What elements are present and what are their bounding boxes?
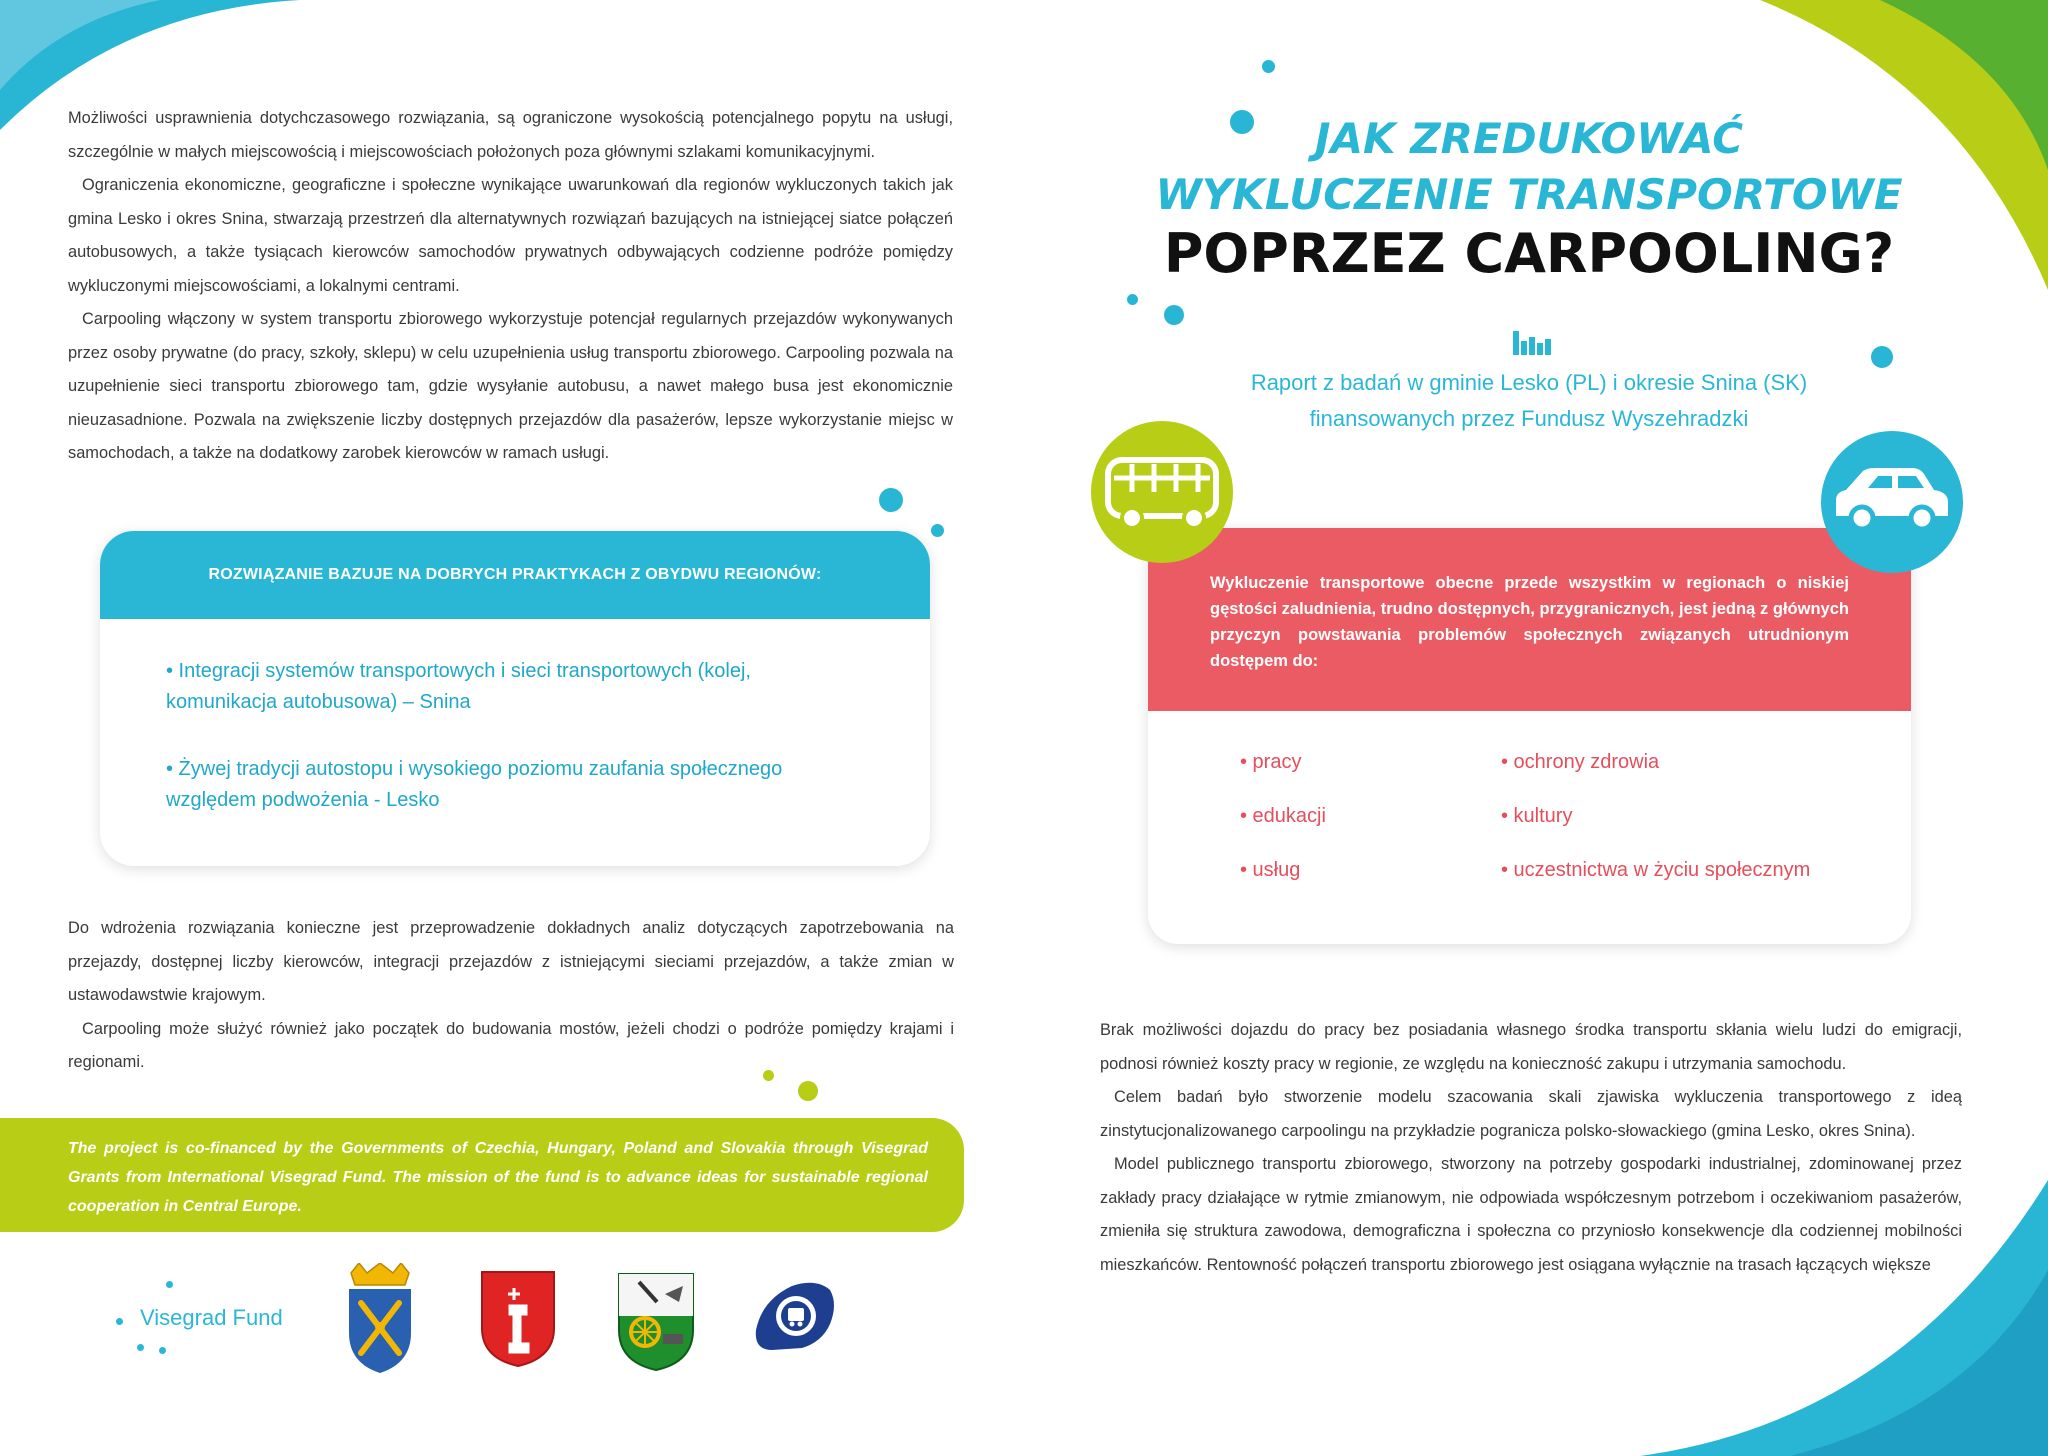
car-icon: [1820, 430, 1964, 574]
intro-paragraph: Możliwości usprawnienia dotychczasowego rozwiązania, są ograniczone wysokością potencjalnego popytu na usługi, szczególnie w małych miejscowością i miejscowościach położonych poza głównymi szlakami komunikacyjnymi.: [68, 109, 953, 161]
bus-region-logo: [752, 1280, 836, 1352]
solution-item: • Integracji systemów transportowych i sieci transportowych (kolej, komunikacja autobusowa) – Snina: [166, 660, 751, 713]
exclusion-item: • ochrony zdrowia: [1501, 751, 1660, 773]
subtitle-line-2: finansowanych przez Fundusz Wyszehradzki: [1309, 406, 1749, 431]
decor-dot: [1262, 60, 1275, 73]
body-paragraph: Celem badań było stworzenie modelu szacowania skali zjawiska wykluczenia transportowego z ideą zinstytucjonalizowanego carpoolingu na przykładzie pogranicza polsko-słowackiego (gmina Lesko, okres Snina).: [1100, 1088, 1962, 1140]
coat-of-arms-green: [617, 1272, 695, 1372]
logo-dot: [166, 1281, 173, 1288]
body-paragraph: Model publicznego transportu zbiorowego, stworzony na potrzeby gospodarki industrialnej, zdominowanej przez zakłady pracy działające w rytmie zmianowym, nie odpowiada współczesnym potrzebom i oczekiwaniom pasażerów, zmieniła się struktura zawodowa, demograficzna i społeczna co przyniosło konsekwencje dla codziennej mobilności mieszkańców. Rentowność połączeń transportu zbiorowego jest osiągana wyłącznie na trasach łączących większe: [1100, 1155, 1962, 1274]
decor-dot: [879, 488, 903, 512]
intro-text: [68, 102, 953, 471]
exclusion-item: • kultury: [1501, 805, 1573, 827]
funding-note: The project is co-financed by the Governments of Czechia, Hungary, Poland and Slovakia through Visegrad Grants from International Visegrad Fund. The mission of the fund is to advance ideas for sustainable regional cooperation in Central Europe.: [68, 1140, 928, 1215]
decor-dot: [1871, 346, 1893, 368]
decor-dot: [1127, 294, 1138, 305]
title-line-3: POPRZEZ CARPOOLING?: [1163, 222, 1895, 285]
visegrad-fund-text: Visegrad Fund: [140, 1305, 283, 1330]
logo-dot: [137, 1344, 144, 1351]
intro-paragraph: Ograniczenia ekonomiczne, geograficzne i społeczne wynikające uwarunkowań dla regionów wykluczonych takich jak gmina Lesko i okres Snina, stwarzają przestrzeń dla alternatywnych rozwiązań bazujących na istniejącej siatce połączeń autobusowych, a także tysiącach kierowców samochodów prywatnych odbywających codzienne podróże pomiędzy wykluczonymi miejscowościami, a lokalnymi centrami.: [68, 176, 953, 295]
coat-of-arms-red: [480, 1270, 556, 1368]
closing-text: [68, 912, 954, 1080]
exclusion-item: • edukacji: [1240, 805, 1326, 827]
coat-of-arms-krakow: [345, 1263, 415, 1375]
decor-dot: [798, 1081, 818, 1101]
visegrad-fund-logo: [110, 1276, 300, 1356]
bar-chart-icon: [1513, 329, 1551, 355]
intro-paragraph: Carpooling włączony w system transportu zbiorowego wykorzystuje potencjał regularnych przejazdów wykonywanych przez osoby prywatne (do pracy, szkoły, sklepu) w celu uzupełnienia usług transportu zbiorowego. Carpooling pozwala na uzupełnienie sieci transportu zbiorowego tam, gdzie wysyłanie autobusu, a nawet małego busa jest ekonomicznie nieuzasadnione. Pozwala na zwiększenie liczby dostępnych przejazdów dla pasażerów, lepsze wykorzystanie miejsc w samochodach, a także na dodatkowy zarobek kierowców w ramach usługi.: [68, 310, 953, 462]
exclusion-box: [1148, 528, 1911, 944]
solution-heading: ROZWIĄZANIE BAZUJE NA DOBRYCH PRAKTYKACH Z OBYDWU REGIONÓW:: [100, 531, 930, 619]
solution-box: [100, 531, 930, 866]
decor-dot: [1164, 305, 1184, 325]
subtitle-line-1: Raport z badań w gminie Lesko (PL) i okresie Snina (SK): [1250, 370, 1808, 395]
exclusion-item: • pracy: [1240, 751, 1302, 773]
logo-dot: [116, 1318, 123, 1325]
right-page-text: [1100, 1014, 1962, 1282]
closing-paragraph: Do wdrożenia rozwiązania konieczne jest przeprowadzenie dokładnych analiz dotyczących zapotrzebowania na przejazdy, dostępnej liczby kierowców, integracji przejazdów z istniejącymi sieciami przejazdów, a także zmian w ustawodawstwie krajowym.: [68, 919, 954, 1004]
exclusion-item: • usług: [1240, 859, 1301, 881]
title-line-1: JAK ZREDUKOWAĆ: [1314, 114, 1744, 163]
exclusion-item: • uczestnictwa w życiu społecznym: [1501, 859, 1811, 881]
solution-item: • Żywej tradycji autostopu i wysokiego poziomu zaufania społecznego względem podwożenia - Lesko: [166, 758, 783, 811]
closing-paragraph: Carpooling może służyć również jako początek do budowania mostów, jeżeli chodzi o podróże pomiędzy krajami i regionami.: [68, 1019, 954, 1071]
body-paragraph: Brak możliwości dojazdu do pracy bez posiadania własnego środka transportu skłania wielu ludzi do emigracji, podnosi również koszty pracy w regionie, ze względu na konieczność zakupu i utrzymania samochodu.: [1100, 1021, 1962, 1073]
title-line-2: WYKLUCZENIE TRANSPORTOWE: [1155, 170, 1903, 219]
logo-dot: [159, 1347, 166, 1354]
decor-dot: [931, 524, 944, 537]
decor-dot: [763, 1070, 774, 1081]
bus-icon: [1090, 420, 1234, 564]
exclusion-intro: Wykluczenie transportowe obecne przede wszystkim w regionach o niskiej gęstości zaludnienia, trudno dostępnych, przygranicznych, jest jedną z głównych przyczyn powstawania problemów społecznych związanych utrudnionym dostępem do:: [1148, 528, 1911, 711]
